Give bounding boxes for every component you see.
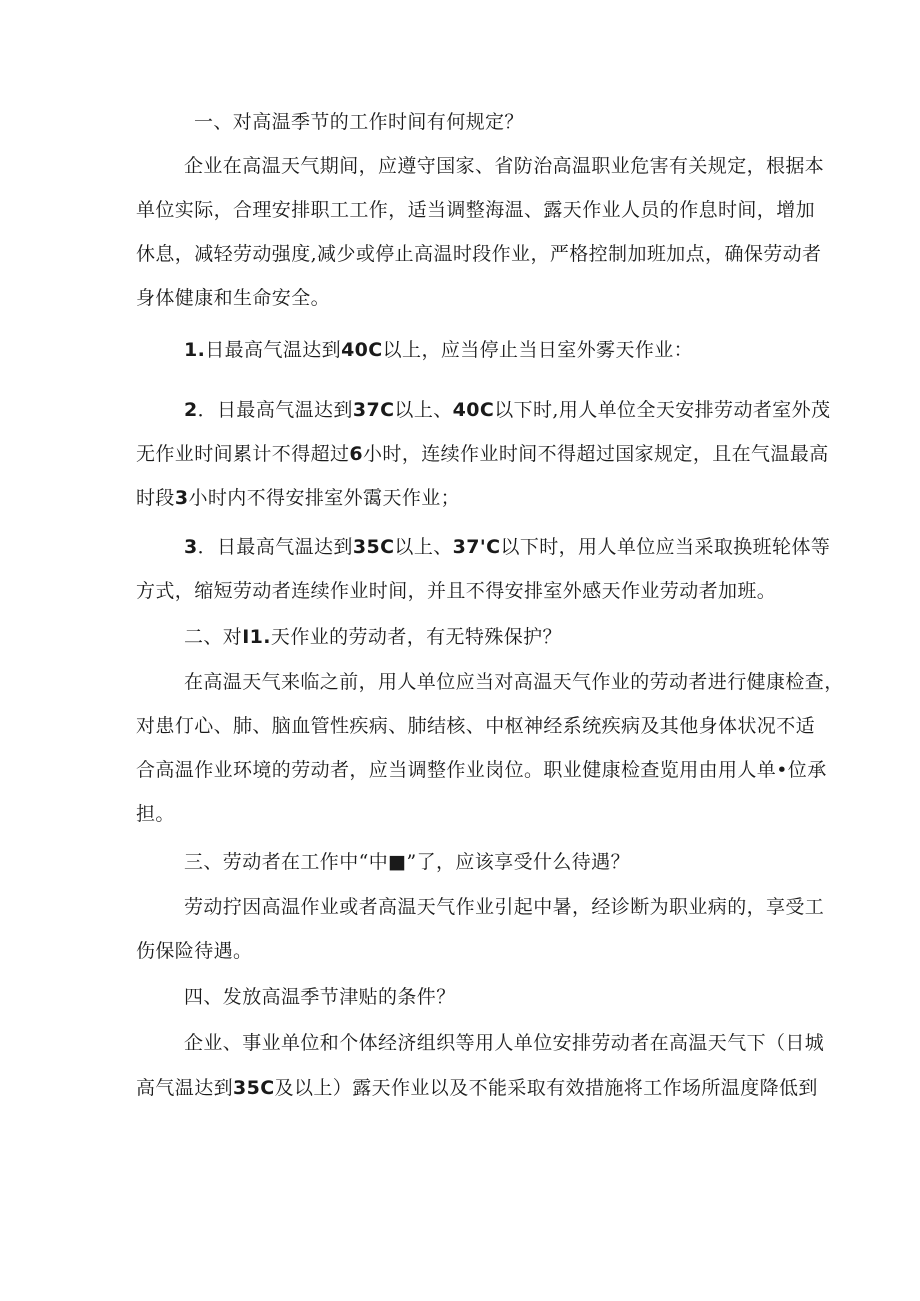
paragraph-4-line-2 [136, 1076, 818, 1100]
paragraph-2-line-4: 担。 [136, 803, 175, 825]
item-1-temp: 40C [341, 339, 383, 361]
heading-2-text-a: 二、对 [184, 626, 243, 648]
item-2-line-2-text-b: 小时，连续作业时间不得超过国家规定，且在气温最高 [363, 443, 829, 465]
item-2-text-b: 以上、 [394, 399, 453, 421]
item-3-line-2: 方式，缩短劳动者连续作业时间，并且不得安排室外感天作业劳动者加班。 [136, 580, 777, 602]
item-3-text-a: ．日最高气温达到 [197, 536, 353, 558]
heading-4: 四、发放高温季节津贴的条件？ [184, 986, 456, 1008]
heading-2-text-b: 天作业的劳动者，有无特殊保护？ [270, 626, 562, 648]
item-2-line-3-text-a: 时段 [136, 487, 175, 509]
item-1-text-a: 日最高气温达到 [205, 339, 342, 361]
paragraph-1-line-4: 身体健康和生命安全。 [136, 287, 331, 309]
item-3-temp-b: 37'C [452, 536, 501, 558]
item-3-number: 3 [184, 536, 198, 558]
paragraph-4-temp: 35C [233, 1077, 275, 1099]
paragraph-2-line-2: 对患仃心、肺、脑血管性疾病、肺结核、中枢神经系统疾病及其他身体状况不适 [136, 715, 816, 737]
paragraph-1-line-1: 企业在高温天气期间，应遵守国家、省防治高温职业危害有关规定，根据本 [184, 155, 825, 177]
item-2-line-3 [136, 486, 460, 510]
item-2-temp-b: 40C [452, 399, 495, 421]
item-3-temp-a: 35C [352, 536, 395, 558]
paragraph-4-text-b: 及以上）露天作业以及不能采取有效措施将工作场所温度降低到 [274, 1077, 818, 1099]
paragraph-4-line-1: 企业、事业单位和个体经济组织等用人单位安排劳动者在高温天气下（日城 [184, 1032, 825, 1054]
item-2-line-2 [136, 442, 829, 466]
heading-2 [184, 625, 562, 649]
paragraph-2-line-3: 合高温作业环境的劳动者，应当调整作业岗位。职业健康检查览用由用人单•位承 [136, 759, 827, 781]
paragraph-4-text-a: 高气温达到 [136, 1077, 234, 1099]
item-2-text-a: ．日最高气温达到 [197, 399, 353, 421]
paragraph-3-line-1: 劳动拧因高温作业或者高温天气作业引起中暑，经诊断为职业病的，享受工 [184, 896, 825, 918]
item-2-number: 2 [184, 399, 198, 421]
heading-2-garble: I1. [242, 626, 271, 648]
item-1-number: 1. [184, 339, 206, 361]
item-2-text-c: 以下时,用人单位全天安排劳动者室外茂 [494, 399, 831, 421]
item-3-text-b: 以上、 [394, 536, 453, 558]
paragraph-2-line-1: 在高温天气来临之前，用人单位应当对高温天气作业的劳动者进行健康检查， [184, 671, 844, 693]
paragraph-1-line-2: 单位实际，合理安排职工工作，适当调整海温、露天作业人员的作息时间，增加 [136, 199, 816, 221]
item-1 [184, 338, 693, 362]
item-3-line-1 [184, 535, 830, 559]
item-2-temp-a: 37C [352, 399, 395, 421]
heading-3: 三、劳动者在工作中“中■”了，应该享受什么待遇？ [184, 851, 630, 873]
item-2-line-2-text-a: 无作业时间累计不得超过 [136, 443, 350, 465]
item-2-line-3-text-b: 小时内不得安排室外霭天作业； [188, 487, 461, 509]
heading-1: 一、对高温季节的工作时间有何规定？ [194, 111, 524, 133]
item-2-hours: 6 [349, 443, 364, 465]
item-2-hours-peak: 3 [174, 487, 189, 509]
item-1-text-b: 以上，应当停止当日室外雾天作业： [382, 339, 694, 361]
item-3-text-c: 以下时，用人单位应当采取换班轮体等 [500, 536, 831, 558]
paragraph-3-line-2: 伤保险待遇。 [136, 940, 253, 962]
paragraph-1-line-3: 休息，减轻劳动强度,减少或停止高温时段作业，严格控制加班加点，确保劳动者 [136, 243, 822, 265]
item-2-line-1 [184, 398, 830, 422]
